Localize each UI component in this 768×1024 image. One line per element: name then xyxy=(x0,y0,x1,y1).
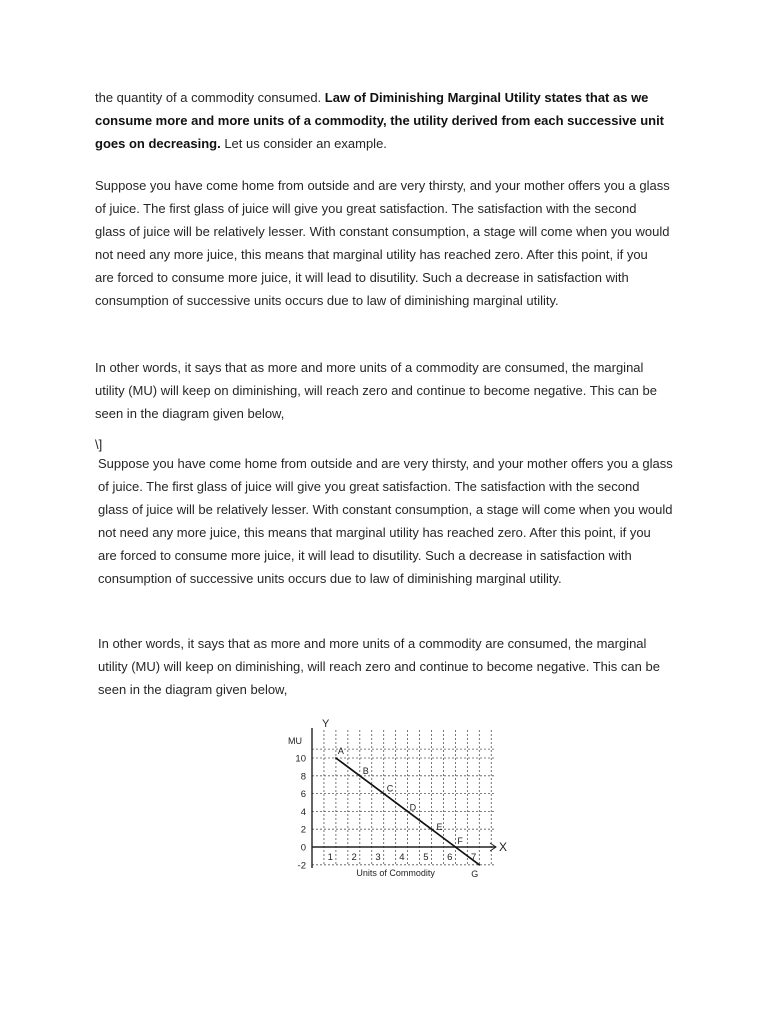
y-tick-label: 8 xyxy=(300,771,306,783)
y-tick-label: -2 xyxy=(297,860,306,872)
x-tick-label: 2 xyxy=(351,852,357,863)
point-label: A xyxy=(337,746,344,756)
point-label: E xyxy=(436,822,443,833)
mu-point xyxy=(383,793,385,795)
paragraph-tail-text: Let us consider an example. xyxy=(220,136,387,151)
y-tick-label: 2 xyxy=(300,824,306,836)
y-tick-label: 6 xyxy=(300,789,306,801)
mu-point xyxy=(359,775,361,777)
paragraph-other-words: In other words, it says that as more and more units of a commodity are consumed, the marginal utility (MU) will keep on diminishing, will reach zero and continue to become negative. This can be seen in the diagram given below, xyxy=(95,360,657,421)
stray-bracket-text: \] xyxy=(95,437,103,452)
paragraph-lead-text: the quantity of a commodity consumed. xyxy=(95,90,325,105)
mu-point xyxy=(431,828,433,830)
paragraph-other-words-repeat: In other words, it says that as more and more units of a commodity are consumed, the marginal utility (MU) will keep on diminishing, will reach zero and continue to become negative. This can be seen in the diagram given below, xyxy=(98,636,660,697)
x-axis-letter: X xyxy=(499,840,508,854)
x-tick-label: 4 xyxy=(399,852,405,863)
y-tick-label: 10 xyxy=(295,753,306,765)
point-label: G xyxy=(471,868,479,879)
mu-point xyxy=(407,811,409,813)
point-label: B xyxy=(362,765,369,776)
x-tick-label: 1 xyxy=(327,852,333,863)
point-label: D xyxy=(409,802,417,813)
y-axis-label: MU xyxy=(288,736,302,746)
point-label: C xyxy=(386,783,394,794)
x-tick-label: 7 xyxy=(471,852,477,863)
mu-point xyxy=(478,864,480,866)
x-tick-label: 3 xyxy=(375,852,381,863)
point-label: F xyxy=(457,836,463,846)
mu-diagram xyxy=(250,716,520,886)
x-tick-label: 5 xyxy=(423,852,429,863)
y-tick-label: 0 xyxy=(300,842,306,854)
x-tick-label: 6 xyxy=(447,852,453,863)
paragraph-juice-example: Suppose you have come home from outside and are very thirsty, and your mother offers you a glass of juice. The first glass of juice will give you great satisfaction. The satisfaction with the second glass of juice will be relatively lesser. With constant consumption, a stage will come when you would not need any more juice, this means that marginal utility has reached zero. After this point, if you are forced to consume more juice, it will lead to disutility. Such a decrease in satisfaction with consumption of successive units occurs due to law of diminishing marginal utility. xyxy=(95,178,670,308)
x-axis-label: Units of Commodity xyxy=(356,868,435,878)
mu-point xyxy=(455,846,457,848)
mu-point xyxy=(335,757,337,759)
chart-labels xyxy=(288,718,507,879)
law-definition-bold: Law of Diminishing Marginal Utility states that as we consume more and more units of a commodity, the utility derived from each successive unit goes on decreasing. xyxy=(95,90,665,151)
paragraph-juice-example-repeat: Suppose you have come home from outside and are very thirsty, and your mother offers you a glass of juice. The first glass of juice will give you great satisfaction. The satisfaction with the second glass of juice will be relatively lesser. With constant consumption, a stage will come when you would not need any more juice, this means that marginal utility has reached zero. After this point, if you are forced to consume more juice, it will lead to disutility. Such a decrease in satisfaction with consumption of successive units occurs due to law of diminishing marginal utility. xyxy=(98,456,673,586)
paragraph-law-definition xyxy=(95,86,670,155)
y-tick-label: 4 xyxy=(300,806,306,818)
y-axis-letter: Y xyxy=(322,718,330,730)
